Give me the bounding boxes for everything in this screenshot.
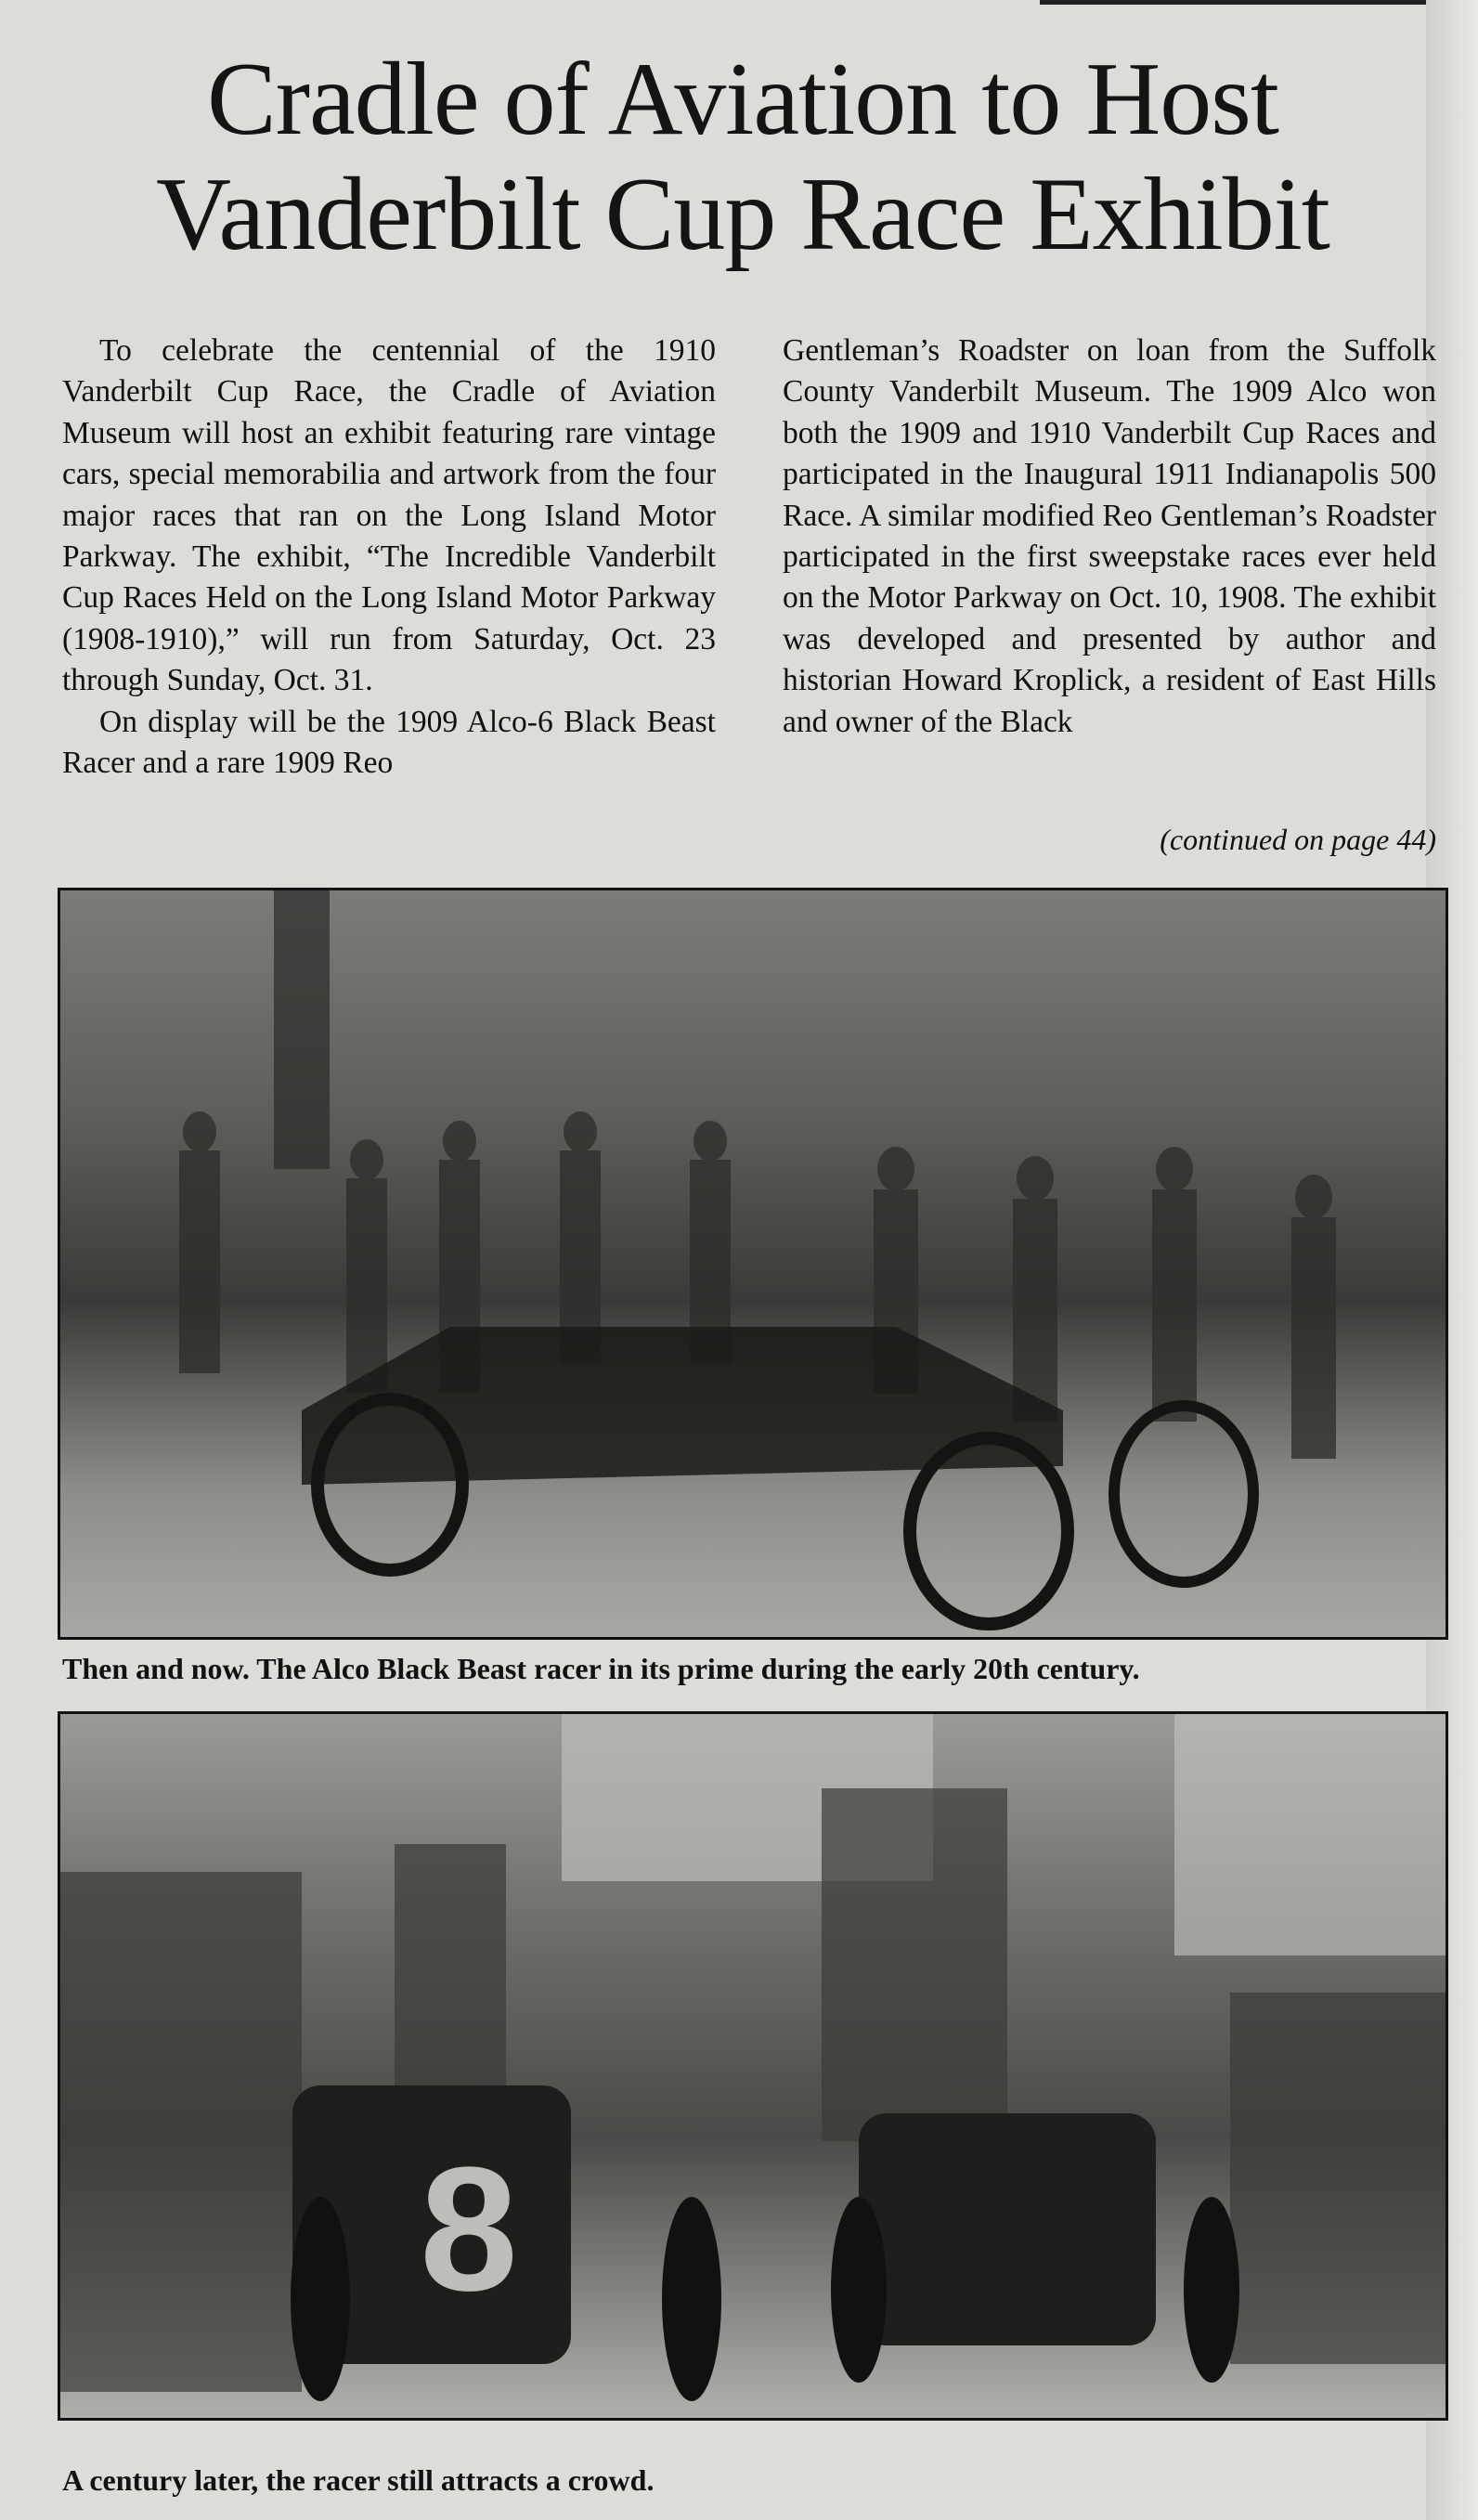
historic-race-illustration xyxy=(60,890,1446,1637)
article-paragraph: To celebrate the centennial of the 1910 Vanderbilt Cup Race, the Cradle of Aviation Museum will host an exhibit featuring rare vintage cars, special memorabilia and artwork from the four major races that ran on the Long Island Motor Parkway. The exhibit, “The Incredible Vanderbilt Cup Races Held on the Long Island Motor Parkway (1908-1910),” will run from Saturday, Oct. 23 through Sunday, Oct. 31. xyxy=(62,333,716,698)
headline xyxy=(56,42,1430,272)
car-number: 8 xyxy=(420,2131,518,2328)
historic-race-photo xyxy=(58,888,1448,1640)
top-rule xyxy=(1040,0,1478,5)
article-column-1 xyxy=(62,331,716,784)
vintage-car-right xyxy=(831,2113,1239,2383)
photo-caption-1: Then and now. The Alco Black Beast racer in its prime during the early 20th century. xyxy=(62,1652,1140,1685)
headline-line-1: Cradle of Aviation to Host xyxy=(207,42,1278,157)
modern-race-photo xyxy=(58,1711,1448,2421)
continued-note: (continued on page 44) xyxy=(1160,823,1436,856)
race-car xyxy=(302,1327,1253,1624)
photo-caption-2: A century later, the racer still attracts a crowd. xyxy=(62,2463,655,2497)
article-column-2 xyxy=(783,331,1436,743)
vintage-car-number-8 xyxy=(291,2085,721,2401)
article-paragraph: On display will be the 1909 Alco-6 Black Beast Racer and a rare 1909 Reo xyxy=(62,704,716,781)
modern-race-illustration xyxy=(60,1714,1446,2418)
article-paragraph: Gentleman’s Roadster on loan from the Suffolk County Vanderbilt Museum. The 1909 Alco won both the 1909 and 1910 Vanderbilt Cup Races and participated in the Inaugural 1911 Indianapolis 500 Race. A similar modified Reo Gentleman’s Roadster participated in the first sweepstake races ever held on the Motor Parkway on Oct. 10, 1908. The exhibit was developed and presented by author and historian Howard Kroplick, a resident of East Hills and owner of the Black xyxy=(783,333,1436,739)
headline-line-2: Vanderbilt Cup Race Exhibit xyxy=(156,157,1329,272)
